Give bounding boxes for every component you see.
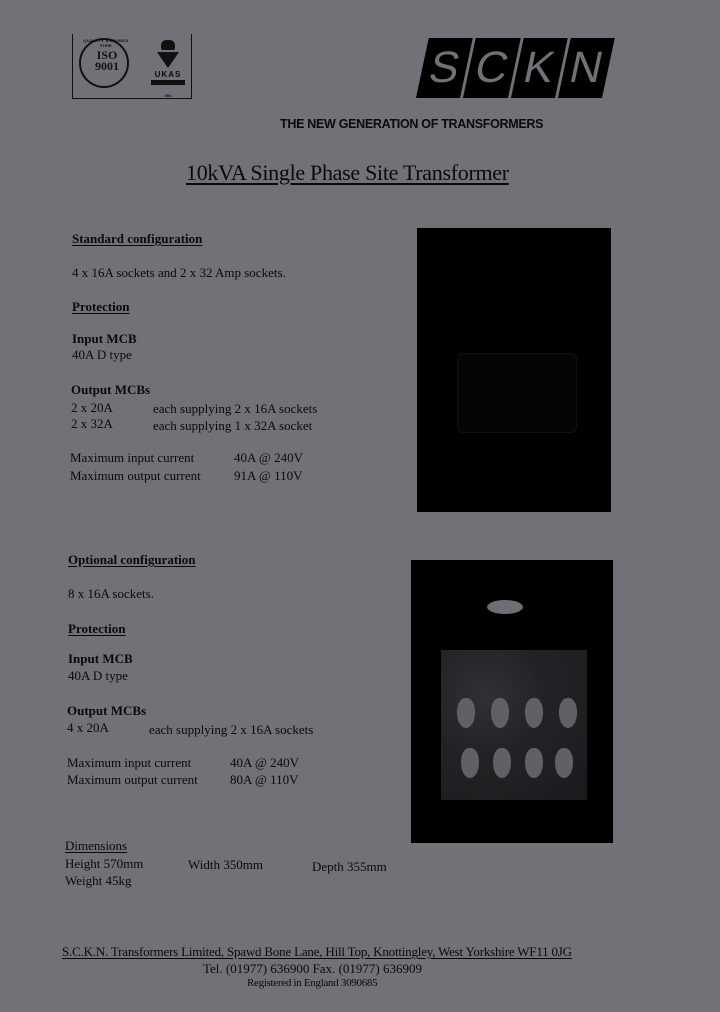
dimensions-heading: Dimensions — [65, 838, 128, 853]
optional-output-mcb-detail: each supplying 2 x 16A sockets — [149, 722, 314, 737]
optional-current-value: 80A @ 110V — [230, 772, 299, 787]
optional-transformer-photo — [411, 560, 613, 843]
dimension-height: Height 570mm — [65, 856, 144, 871]
standard-current-label: Maximum input current — [70, 450, 195, 465]
checkmark-icon — [157, 52, 179, 68]
iso-ring-text: QUALITY ASSURED FIRM — [83, 38, 129, 48]
standard-current-value: 91A @ 110V — [234, 468, 303, 483]
socket-icon — [559, 698, 577, 728]
socket-icon — [461, 748, 479, 778]
socket-icon — [525, 748, 543, 778]
company-contact: Tel. (01977) 636900 Fax. (01977) 636909 — [203, 961, 422, 976]
standard-transformer-photo — [417, 228, 611, 512]
certification-logos — [72, 34, 192, 99]
logo-letter: S — [424, 43, 465, 92]
optional-config-heading: Optional configuration — [68, 552, 196, 567]
dimension-depth: Depth 355mm — [312, 859, 387, 874]
logo-letter: K — [519, 43, 559, 92]
logo-letter: N — [565, 43, 608, 92]
standard-input-mcb-value: 40A D type — [72, 347, 132, 362]
indicator-lamp-icon — [487, 600, 523, 614]
standard-output-mcb-rating: 2 x 20A — [71, 400, 113, 415]
standard-output-mcb-detail: each supplying 2 x 16A sockets — [153, 401, 318, 416]
company-address: S.C.K.N. Transformers Limited, Spawd Bone Lane, Hill Top, Knottingley, West Yorkshire WF11 0JG — [62, 944, 572, 959]
optional-output-mcbs-label: Output MCBs — [67, 703, 147, 718]
optional-output-mcb-rating: 4 x 20A — [67, 720, 109, 735]
socket-icon — [457, 698, 475, 728]
standard-current-value: 40A @ 240V — [234, 450, 304, 465]
standard-output-mcb-detail: each supplying 1 x 32A socket — [153, 418, 313, 433]
optional-current-value: 40A @ 240V — [230, 755, 300, 770]
optional-protection-heading: Protection — [68, 621, 126, 636]
crown-icon — [161, 40, 175, 50]
optional-config-description: 8 x 16A sockets. — [68, 586, 154, 601]
document-title: 10kVA Single Phase Site Transformer — [186, 160, 509, 185]
standard-output-mcb-rating: 2 x 32A — [71, 416, 113, 431]
standard-config-description: 4 x 16A sockets and 2 x 32 Amp sockets. — [72, 265, 286, 280]
standard-current-label: Maximum output current — [70, 468, 201, 483]
sckn-logo — [416, 38, 615, 98]
socket-icon — [493, 748, 511, 778]
iso-line1: ISO — [96, 48, 118, 62]
standard-config-heading: Standard configuration — [72, 231, 203, 246]
socket-panel — [441, 650, 587, 800]
tagline: THE NEW GENERATION OF TRANSFORMERS — [280, 117, 544, 131]
optional-input-mcb-label: Input MCB — [68, 651, 133, 666]
socket-icon — [525, 698, 543, 728]
socket-icon — [555, 748, 573, 778]
optional-input-mcb-value: 40A D type — [68, 668, 128, 683]
standard-output-mcbs-label: Output MCBs — [71, 382, 151, 397]
logo-letter: C — [470, 43, 513, 92]
dimension-weight: Weight 45kg — [65, 873, 132, 888]
optional-current-label: Maximum output current — [67, 772, 198, 787]
socket-icon — [491, 698, 509, 728]
ukas-label: UKAS — [154, 70, 182, 79]
optional-current-label: Maximum input current — [67, 755, 192, 770]
standard-input-mcb-label: Input MCB — [72, 331, 137, 346]
standard-protection-heading: Protection — [72, 299, 130, 314]
company-registration: Registered in England 3090685 — [247, 977, 378, 989]
socket-panel — [457, 353, 577, 433]
dimension-width: Width 350mm — [188, 857, 263, 872]
iso-9001-badge-icon — [79, 38, 129, 88]
ukas-badge-icon — [149, 40, 187, 98]
ukas-number: 004 — [164, 93, 172, 98]
iso-line2: 9001 — [95, 59, 119, 73]
iso-label — [89, 50, 125, 72]
ukas-subtext-bar — [151, 80, 185, 85]
